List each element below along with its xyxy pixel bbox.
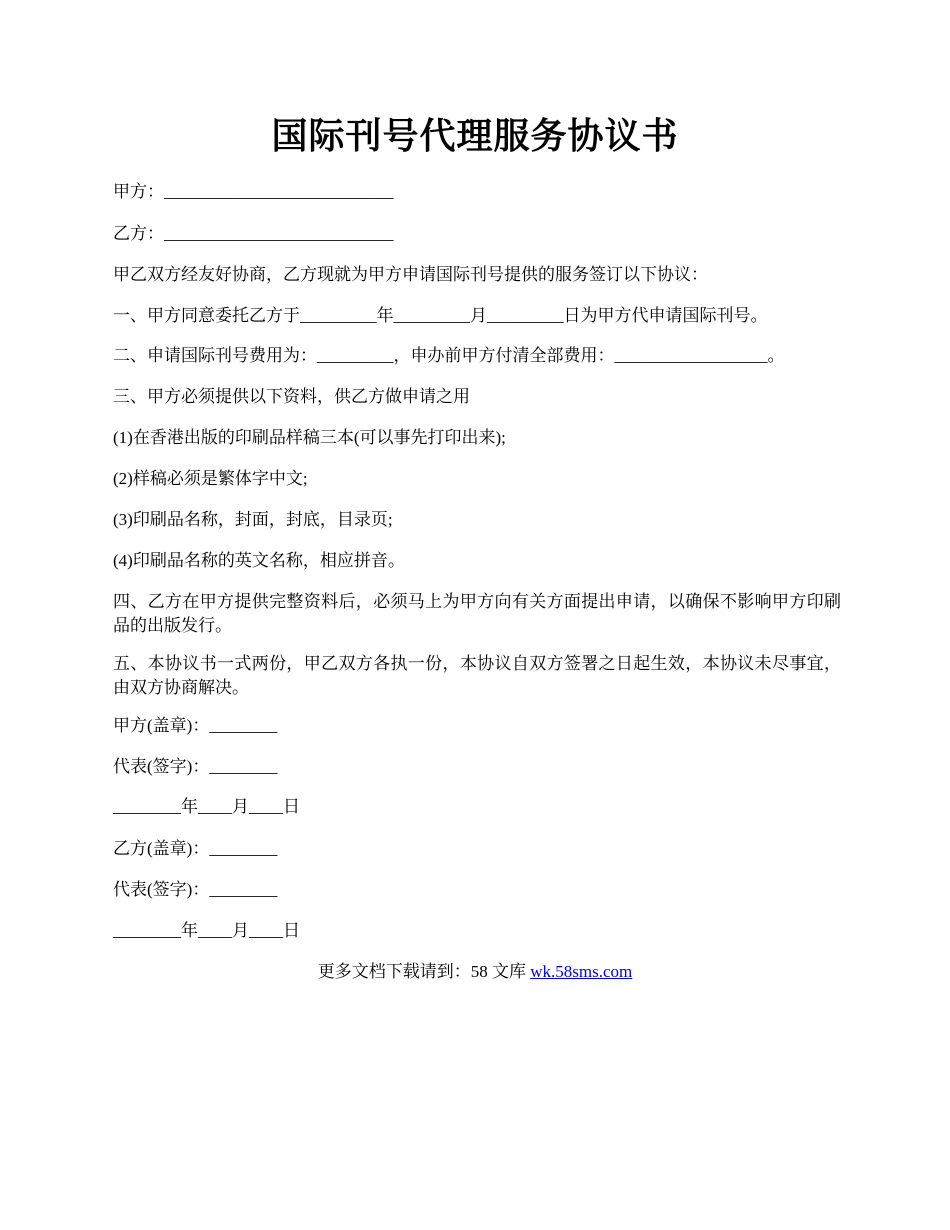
clause-3: 三、甲方必须提供以下资料，供乙方做申请之用: [113, 387, 470, 406]
download-footer: [0, 960, 950, 984]
material-item-4: (4)印刷品名称的英文名称，相应拼音。: [113, 551, 405, 570]
party-a-seal-line: 甲方(盖章)：________: [113, 716, 278, 735]
party-b-date-line: ________年____月____日: [113, 921, 300, 940]
document-title: 国际刊号代理服务协议书: [271, 116, 679, 156]
material-item-1: (1)在香港出版的印刷品样稿三本(可以事先打印出来);: [113, 428, 506, 447]
footer-link[interactable]: wk.58sms.com: [530, 962, 633, 981]
clause-1: 一、甲方同意委托乙方于_________年_________月_________日为甲方代申请国际刊号。: [113, 306, 768, 325]
party-b-line: 乙方：___________________________: [113, 224, 394, 243]
intro-paragraph: 甲乙双方经友好协商，乙方现就为甲方申请国际刊号提供的服务签订以下协议：: [113, 265, 708, 284]
party-b-representative-line: 代表(签字)：________: [113, 880, 278, 899]
clause-2: 二、申请国际刊号费用为：_________，申办前甲方付清全部费用：__________________。: [113, 346, 785, 365]
material-item-3: (3)印刷品名称，封面，封底，目录页;: [113, 510, 393, 529]
material-item-2: (2)样稿必须是繁体字中文;: [113, 469, 308, 488]
party-a-line: 甲方：___________________________: [113, 182, 394, 201]
party-b-seal-line: 乙方(盖章)：________: [113, 839, 278, 858]
party-a-date-line: ________年____月____日: [113, 797, 300, 816]
clause-5: 五、本协议书一式两份，甲乙双方各执一份，本协议自双方签署之日起生效，本协议未尽事宜，由双方协商解决。: [113, 654, 841, 697]
clause-4: 四、乙方在甲方提供完整资料后，必须马上为甲方向有关方面提出申请，以确保不影响甲方印刷品的出版发行。: [113, 592, 841, 635]
footer-prefix: 更多文档下载请到：58 文库: [317, 962, 531, 981]
party-a-representative-line: 代表(签字)：________: [113, 757, 278, 776]
